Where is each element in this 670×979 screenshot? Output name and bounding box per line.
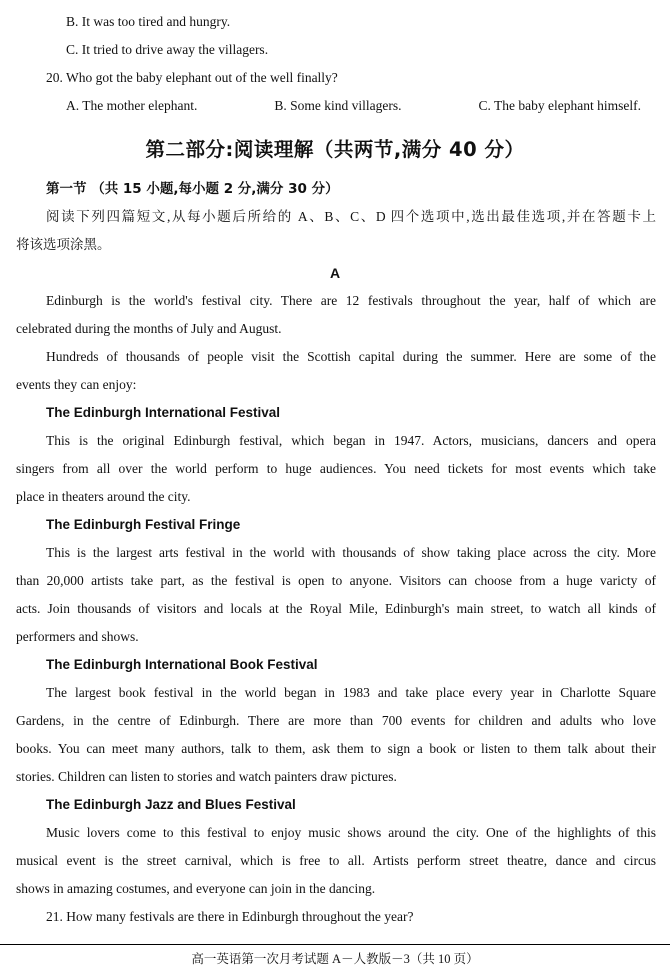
festival-heading-book: The Edinburgh International Book Festival (46, 657, 318, 672)
q20-options (66, 97, 641, 115)
passage-p5-line1: The largest book festival in the world began in 1983 and take place every year in Charlotte Square (46, 685, 656, 700)
festival-heading-fringe: The Edinburgh Festival Fringe (46, 517, 241, 532)
section1-heading: 第一节 （共 15 小题,每小题 2 分,满分 30 分） (46, 181, 339, 197)
q21-question: 21. How many festivals are there in Edinburgh throughout the year? (46, 909, 414, 924)
passage-p5-line2: Gardens, in the centre of Edinburgh. There are more than 700 events for children and adults who love (16, 713, 656, 728)
q20-question: 20. Who got the baby elephant out of the well finally? (46, 70, 338, 85)
passage-p4-line1: This is the largest arts festival in the world with thousands of show taking place across the city. More (46, 545, 656, 560)
passage-p2-line2: events they can enjoy: (16, 377, 137, 392)
instruction-line-2: 将该选项涂黑。 (16, 237, 111, 252)
passage-p1-line2: celebrated during the months of July and August. (16, 321, 282, 336)
instruction-line-1: 阅读下列四篇短文,从每小题后所给的 A、B、C、D 四个选项中,选出最佳选项,并在答题卡上 (46, 209, 656, 224)
passage-p1-line1: Edinburgh is the world's festival city. There are 12 festivals throughout the year, half of which are (46, 293, 656, 308)
passage-p3-line1: This is the original Edinburgh festival, which began in 1947. Actors, musicians, dancers and opera (46, 433, 656, 448)
q20-option-b: B. Some kind villagers. (274, 98, 402, 113)
passage-p3-line3: place in theaters around the city. (16, 489, 191, 504)
q19-option-b: B. It was too tired and hungry. (66, 14, 231, 29)
passage-p6-line1: Music lovers come to this festival to enjoy music shows around the city. One of the highlights of this (46, 825, 656, 840)
passage-p3-line2: singers from all over the world perform to huge audiences. You need tickets for most events which take (16, 461, 656, 476)
passage-p6-line3: shows in amazing costumes, and everyone can join in the dancing. (16, 881, 376, 896)
passage-p4-line2: than 20,000 artists take part, as the festival is open to anyone. Visitors can choose from a huge varicty of (16, 573, 656, 588)
passage-p5-line4: stories. Children can listen to stories and watch painters draw pictures. (16, 769, 397, 784)
festival-heading-jazz: The Edinburgh Jazz and Blues Festival (46, 797, 296, 812)
passage-p4-line4: performers and shows. (16, 629, 139, 644)
passage-p2-line1: Hundreds of thousands of people visit the Scottish capital during the summer. Here are some of the (46, 349, 656, 364)
q19-option-c: C. It tried to drive away the villagers. (66, 42, 269, 57)
q20-option-c: C. The baby elephant himself. (478, 98, 641, 113)
festival-heading-international: The Edinburgh International Festival (46, 405, 281, 420)
page-footer: 高一英语第一次月考试题 A－人教版－3（共 10 页） (191, 952, 479, 966)
q20-option-a: A. The mother elephant. (66, 98, 198, 113)
passage-p4-line3: acts. Join thousands of visitors and locals at the Royal Mile, Edinburgh's main street, to watch all kinds of (16, 601, 656, 616)
passage-letter: A (329, 265, 341, 281)
passage-p6-line2: musical event is the street carnival, which is free to all. Artists perform street theatre, dance and circus (16, 853, 656, 868)
part2-title: 第二部分:阅读理解（共两节,满分 40 分） (145, 138, 525, 161)
passage-p5-line3: books. You can meet many authors, talk to them, ask them to sign a book or listen to them talk about their (16, 741, 656, 756)
footer-rule (0, 944, 670, 945)
